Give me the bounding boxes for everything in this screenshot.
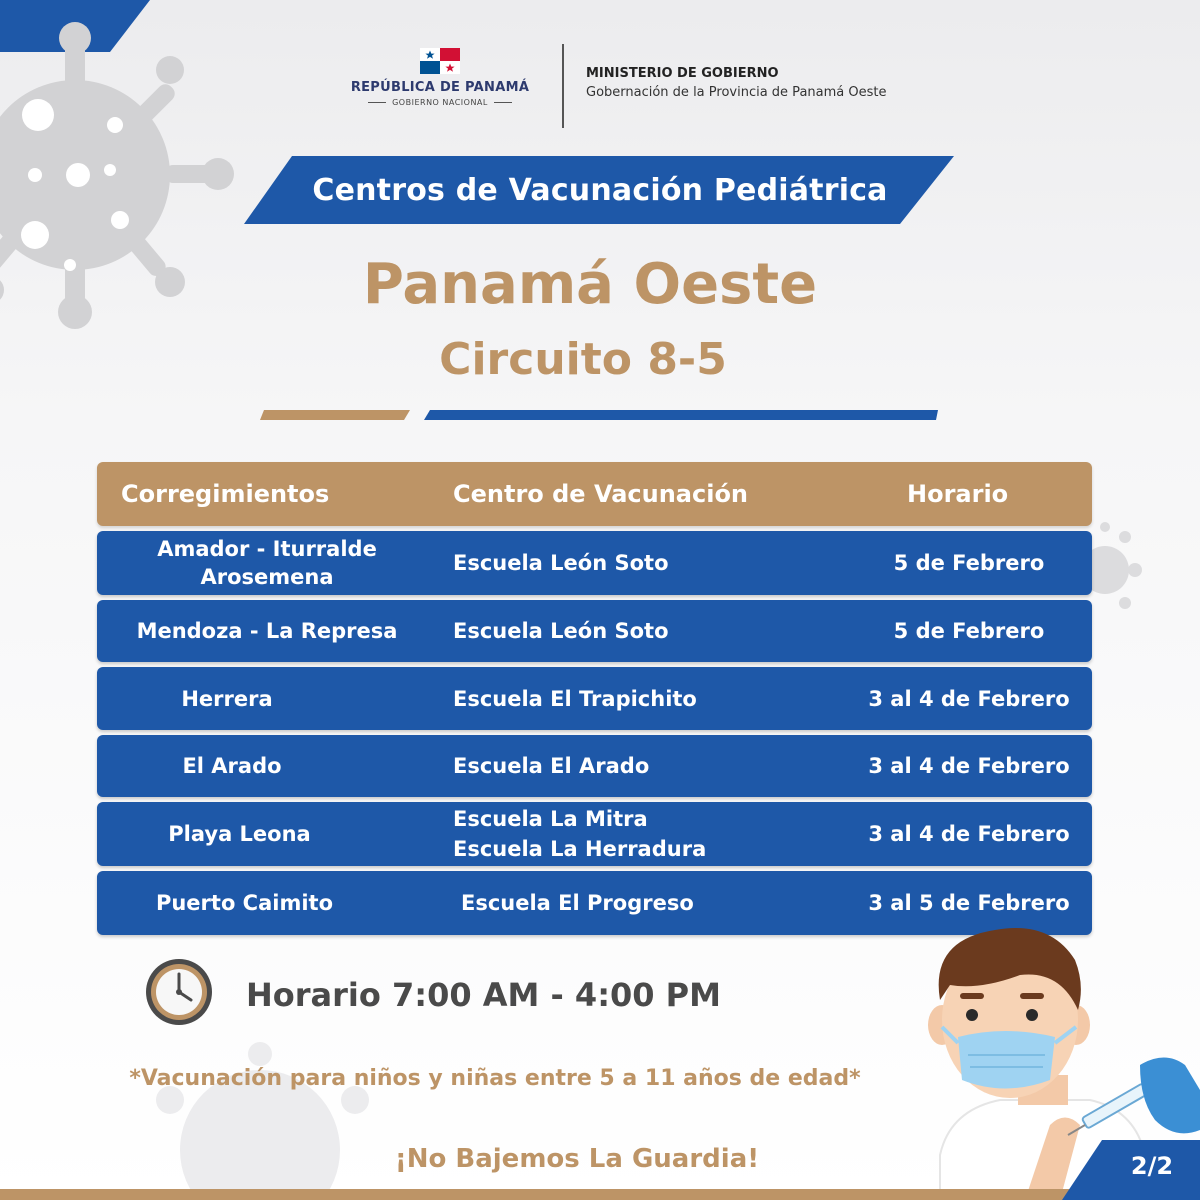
- corregimiento-line: Herrera: [181, 686, 273, 711]
- slogan: ¡No Bajemos La Guardia!: [394, 1144, 760, 1174]
- horario-cell: 3 al 4 de Febrero: [868, 754, 1070, 778]
- bottom-bar: [0, 1189, 1200, 1200]
- page-indicator: 2/2: [1130, 1152, 1174, 1180]
- ministry-title: MINISTERIO DE GOBIERNO: [586, 66, 779, 81]
- table-row: [97, 531, 1092, 595]
- horario-cell: 5 de Febrero: [893, 551, 1045, 575]
- title-accent-bars: [260, 406, 950, 426]
- column-header-horario: Horario: [907, 480, 1009, 508]
- government-label: GOBIERNO NACIONAL: [392, 98, 488, 107]
- clock-icon: [144, 957, 214, 1027]
- centro-cell: [453, 600, 893, 662]
- centro-cell: [453, 802, 893, 866]
- corregimiento-line: El Arado: [182, 754, 282, 778]
- table-row: [97, 802, 1092, 866]
- table-header: [97, 462, 1092, 526]
- horario-cell: 3 al 5 de Febrero: [868, 891, 1070, 915]
- banner-title: Centros de Vacunación Pediátrica: [312, 172, 888, 208]
- centro-line: Escuela El Trapichito: [453, 686, 697, 711]
- corregimiento-line: Playa Leona: [168, 822, 311, 846]
- centro-line: Escuela León Soto: [453, 619, 669, 643]
- age-note: *Vacunación para niños y niñas entre 5 a 11 años de edad*: [129, 1066, 861, 1091]
- table-row: [97, 735, 1092, 797]
- table-row: [97, 667, 1092, 730]
- corregimiento-cell: [97, 802, 382, 866]
- corregimiento-line: Arosemena: [200, 565, 334, 589]
- centro-line: Escuela La Mitra: [453, 807, 648, 831]
- centro-line: Escuela León Soto: [453, 551, 669, 575]
- corregimiento-cell: [97, 600, 437, 662]
- centro-line: Escuela La Herradura: [453, 837, 707, 861]
- horario-cell: 3 al 4 de Febrero: [868, 686, 1070, 711]
- corregimiento-cell: [97, 531, 437, 595]
- corregimiento-cell: [97, 735, 367, 797]
- centro-line: Escuela El Arado: [453, 754, 650, 778]
- horario-cell: 3 al 4 de Febrero: [868, 822, 1070, 846]
- centro-cell: [453, 667, 893, 730]
- column-header-corregimientos: Corregimientos: [121, 480, 330, 508]
- corregimiento-cell: [97, 667, 357, 730]
- ministry-subtitle: Gobernación de la Provincia de Panamá Oeste: [586, 85, 887, 100]
- republica-logo: [335, 48, 545, 128]
- panama-flag-icon: [420, 48, 460, 74]
- centro-line: Escuela El Progreso: [461, 891, 694, 915]
- region-title: Panamá Oeste: [362, 252, 818, 317]
- country-name: REPÚBLICA DE PANAMÁ: [350, 80, 530, 95]
- column-header-centro: Centro de Vacunación: [453, 480, 749, 508]
- corregimiento-line: Amador - Iturralde: [157, 537, 377, 561]
- virus-icon: [130, 1040, 390, 1200]
- horario-cell: 5 de Febrero: [893, 619, 1045, 643]
- centro-cell: [461, 871, 901, 935]
- header-divider: [562, 44, 564, 128]
- corregimiento-line: Mendoza - La Represa: [136, 619, 398, 643]
- corregimiento-cell: [97, 871, 392, 935]
- ministry-logo: [586, 66, 946, 100]
- table-row: [97, 600, 1092, 662]
- circuit-title: Circuito 8-5: [439, 334, 727, 385]
- opening-hours: Horario 7:00 AM - 4:00 PM: [246, 976, 721, 1014]
- centro-cell: [453, 735, 893, 797]
- centro-cell: [453, 531, 893, 595]
- corregimiento-line: Puerto Caimito: [155, 891, 334, 915]
